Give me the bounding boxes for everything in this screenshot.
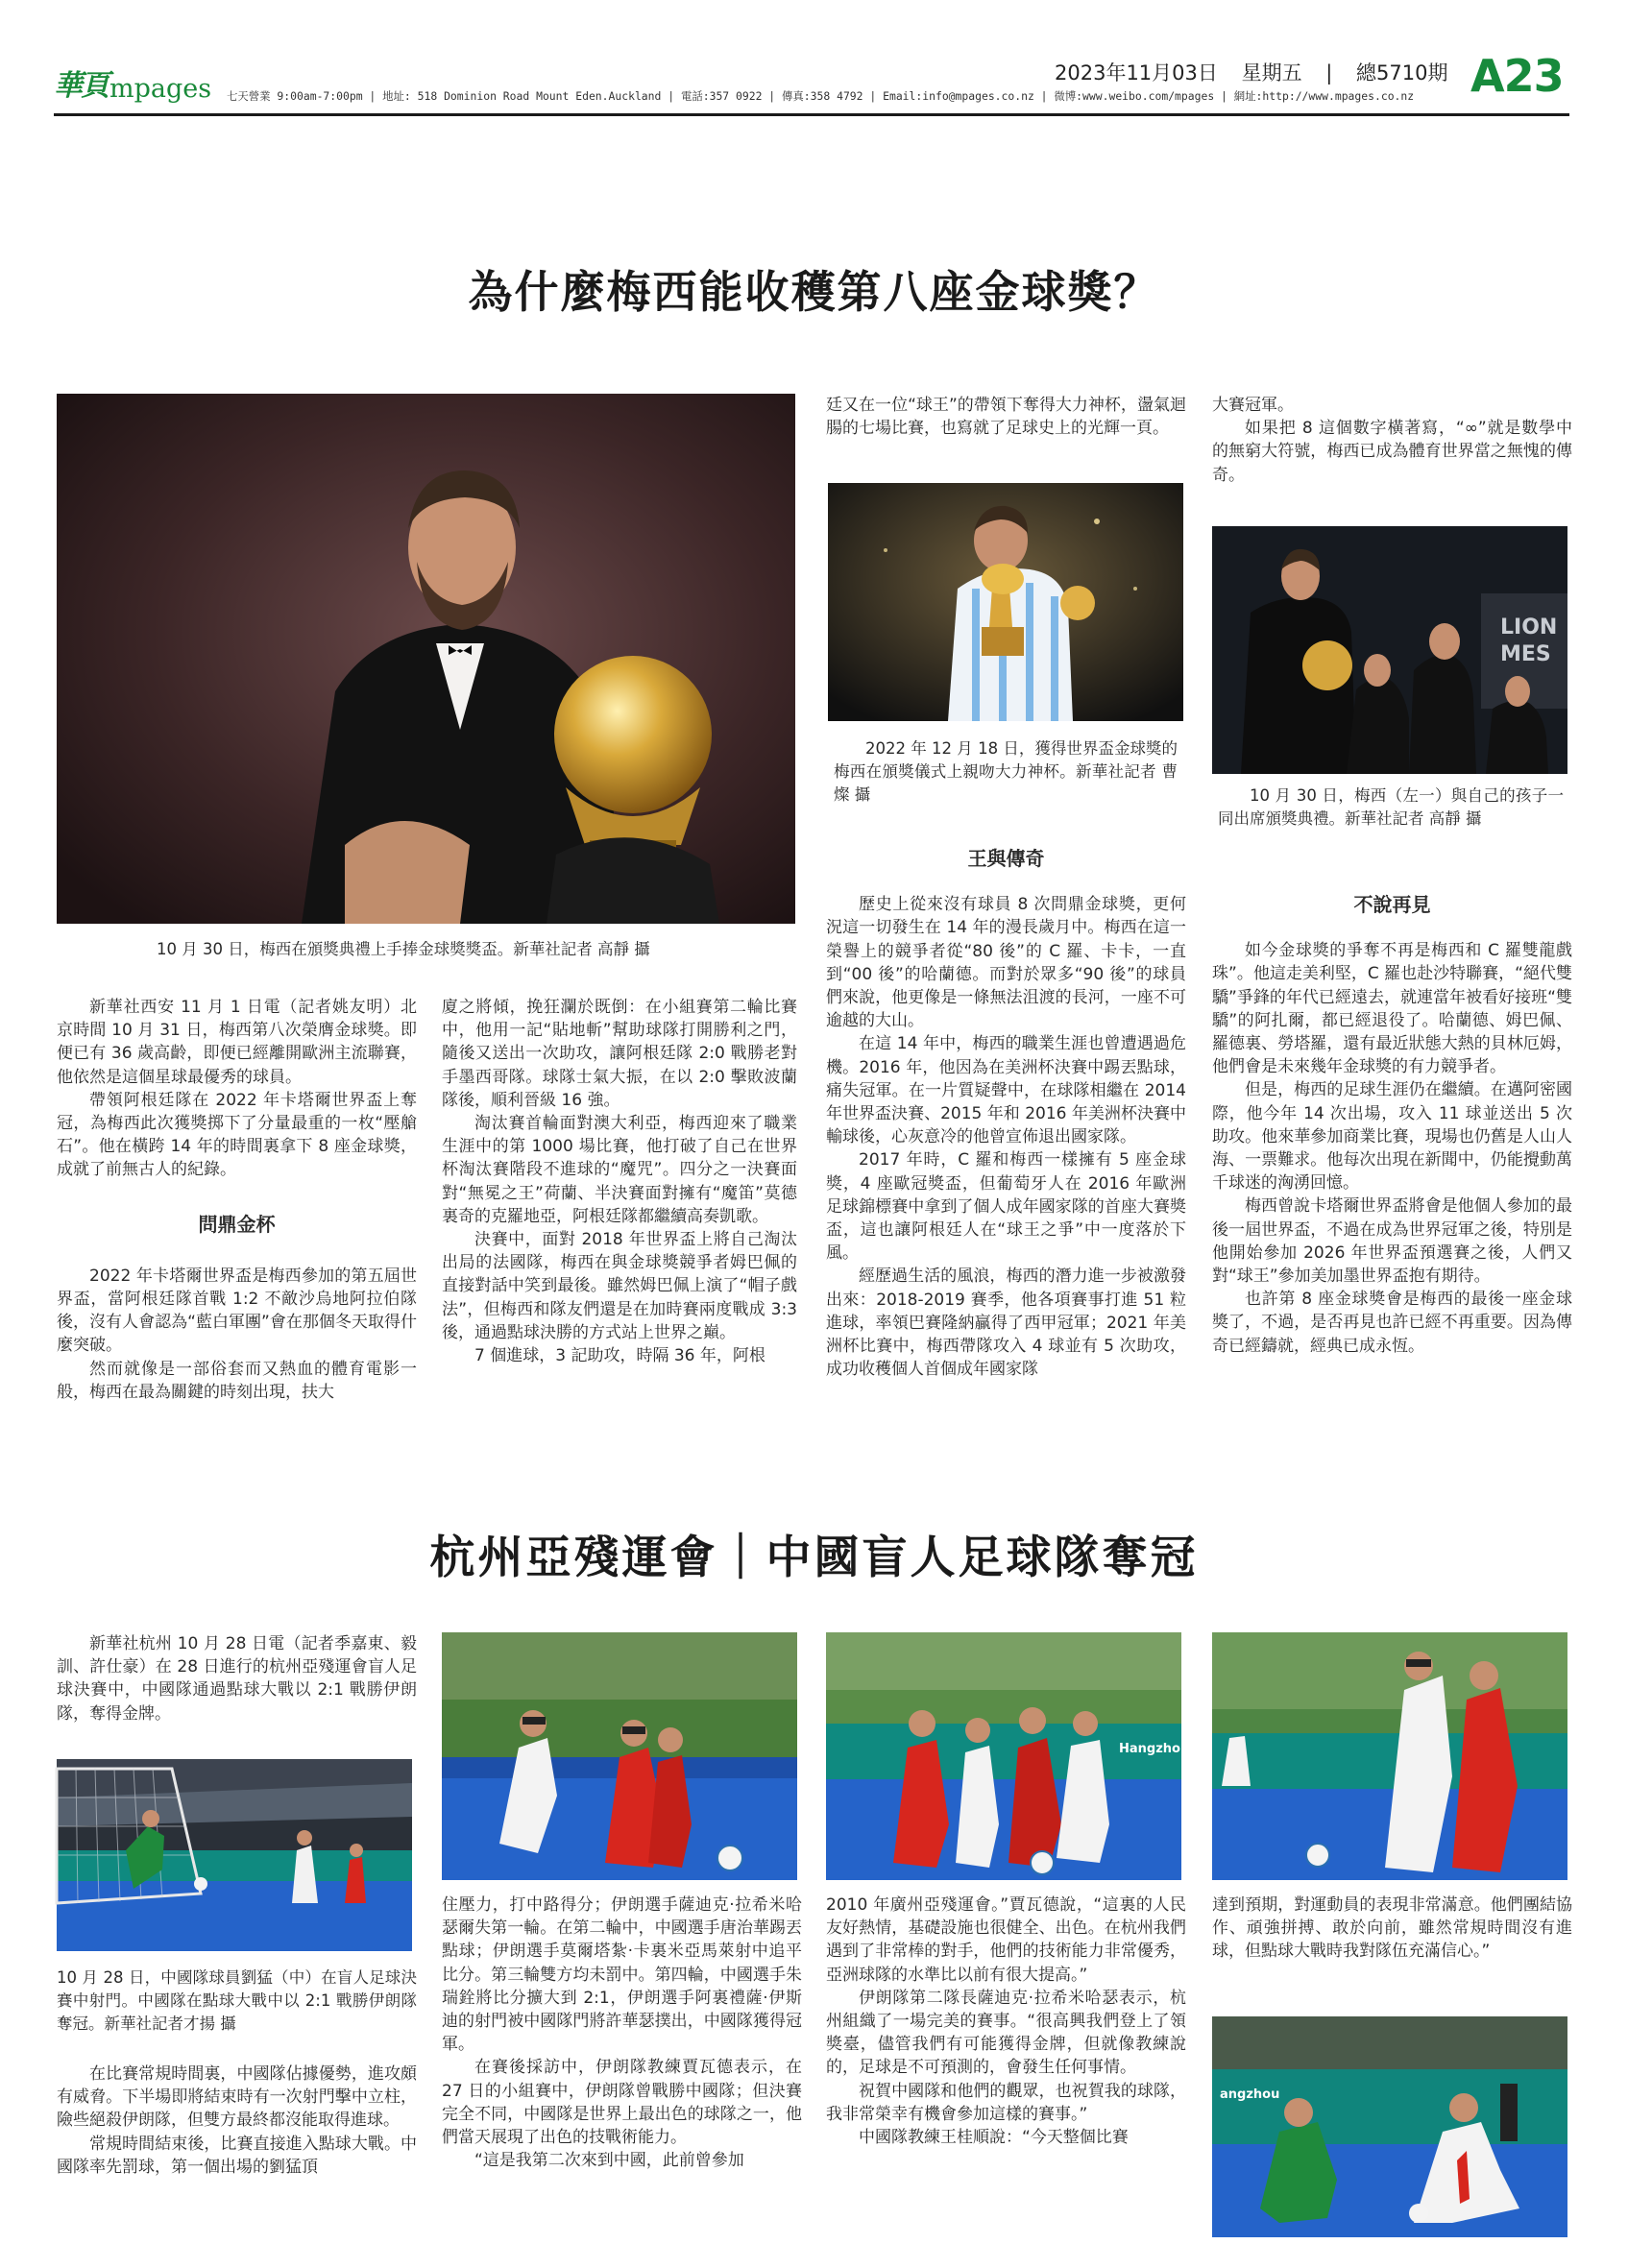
paragraph: 廈之將傾，挽狂瀾於既倒：在小組賽第二輪比賽中，他用一記“貼地斬”幫助球隊打開勝利之門，隨後又送出一次助攻，讓阿根廷隊 2:0 戰勝老對手墨西哥隊。球隊士氣大振，在以 2:0 擊敗波蘭隊後，順利晉級 16 強。	[442, 998, 797, 1110]
subheading-wending-jinbei: 問鼎金杯	[198, 1212, 276, 1236]
svg-text:MES: MES	[1500, 642, 1551, 666]
messi-kissing-trophy-photo	[828, 483, 1183, 721]
article1-column-4	[1212, 394, 1572, 487]
paragraph: 梅西曾說卡塔爾世界盃將會是他個人參加的最後一屆世界盃，不過在成為世界冠軍之後，特別是他開始參加 2026 年世界盃預選賽之後，人們又對“球王”參加美加墨世界盃抱有期待。	[1212, 1196, 1572, 1287]
paragraph: 2010 年廣州亞殘運會。”賈瓦德說，“這裏的人民友好熱情，基礎設施也很健全、出色。在杭州我們遇到了非常棒的對手，他們的技術能力非常優秀，亞洲球隊的水準比以前有很大提高。”	[826, 1895, 1186, 1985]
goalkeeper-celebration-photo	[1212, 2016, 1567, 2237]
paragraph: 新華社杭州 10 月 28 日電（記者季嘉東、毅訓、許仕豪）在 28 日進行的杭州亞殘運會盲人足球決賽中，中國隊通過點球大戰以 2:1 戰勝伊朗隊，奪得金牌。	[57, 1634, 417, 1724]
paragraph: 新華社西安 11 月 1 日電（記者姚友明）北京時間 10 月 31 日，梅西第八次榮膺金球獎。即便已有 36 歲高齡，即便已經離開歐洲主流聯賽，他依然是這個星球最優秀的球員。	[57, 998, 417, 1087]
subheading-wang-yu-chuanqi: 王與傳奇	[967, 847, 1045, 870]
paragraph: 如果把 8 這個數字橫著寫，“∞”就是數學中的無窮大符號，梅西已成為體育世界當之無愧的傳奇。	[1212, 419, 1572, 485]
article2-column-2	[442, 1894, 802, 2172]
paragraph: 在賽後採訪中，伊朗隊教練賈瓦德表示，在 27 日的小組賽中，伊朗隊曾戰勝中國隊；但決賽完全不同，中國隊是世界上最出色的球隊之一，他們當天展現了出色的技戰術能力。	[442, 2058, 802, 2148]
paragraph: 歷史上從來沒有球員 8 次問鼎金球獎，更何況這一切發生在 14 年的漫長歲月中。梅西在這一榮譽上的競爭者從“80 後”的 C 羅、卡卡，一直到“00 後”的哈蘭德。而對於眾多“90 後”的球員們來說，他更像是一條無法沮渡的長河，一座不可逾越的大山。	[826, 895, 1186, 1031]
page-number: A23	[1470, 50, 1564, 102]
svg-text:LION: LION	[1500, 615, 1558, 639]
logo-en: mpages	[109, 74, 212, 104]
paragraph: 但是，梅西的足球生涯仍在繼續。在邁阿密國際，他今年 14 次出場，攻入 11 球並送出 5 次助攻。他來華參加商業比賽，現場也仍舊是人山人海、一票難求。他每次出現在新聞中，仍能攪動萬千球迷的洶湧回憶。	[1212, 1080, 1572, 1194]
goalkeeper-photo-caption: 10 月 28 日，中國隊球員劉猛（中）在盲人足球決賽中射門。中國隊在點球大戰中以 2:1 戰勝伊朗隊奪冠。新華社記者才揚 攝	[57, 1968, 417, 2033]
paragraph: 在比賽常規時間裏，中國隊佔據優勢，進攻頗有威脅。下半場即將結束時有一次射門擊中立柱，險些絕殺伊朗隊，但雙方最終都沒能取得進球。	[57, 2064, 417, 2131]
messi-with-children-photo	[1212, 526, 1567, 774]
goalkeeper-penalty-photo	[57, 1759, 412, 1951]
paragraph: 住壓力，打中路得分；伊朗選手薩迪克·拉希米哈瑟爾失第一輪。在第二輪中，中國選手唐治華踢丟點球；伊朗選手莫爾塔紮·卡裏米亞馬萊射中追平比分。第三輪雙方均未罰中。第四輪，中國選手朱瑞銓將比分擴大到 2:1，伊朗選手阿裏禮薩·伊斯迪的射門被中國隊門將許華瑟撲出，中國隊獲得冠軍。	[442, 1895, 802, 2055]
paragraph: 廷又在一位“球王”的帶領下奪得大力神杯，盪氣迴腸的七場比賽，也寫就了足球史上的光輝一頁。	[826, 396, 1186, 439]
issue-number: 總5710期	[1356, 61, 1448, 84]
article2-column-1-body	[57, 2063, 417, 2179]
separator: |	[1325, 61, 1333, 84]
paragraph: 伊朗隊第二隊長薩迪克·拉希米哈瑟表示，杭州組織了一場完美的賽事。“很高興我們登上了領獎臺，儘管我們有可能獲得金牌，但就像教練說的，足球是不可預測的，會發生任何事情。	[826, 1988, 1186, 2078]
article1-column-3	[826, 394, 1186, 440]
paragraph: 帶領阿根廷隊在 2022 年卡塔爾世界盃上奪冠，為梅西此次獲獎掷下了分量最重的一枚“壓艙石”。他在橫跨 14 年的時間裏拿下 8 座金球獎，成就了前無古人的紀錄。	[57, 1090, 417, 1180]
paragraph: 決賽中，面對 2018 年世界盃上將自己淘汰出局的法國隊，梅西在與金球獎競爭者姆巴佩的直接對話中笑到最後。雖然姆巴佩上演了“帽子戲法”，但梅西和隊友們還是在加時賽兩度戰成 3:3 後，通過點球決勝的方式站上世界之巔。	[442, 1230, 797, 1342]
blind-football-action-photo-2	[826, 1632, 1190, 1880]
paragraph: 淘汰賽首輪面對澳大利亞，梅西迎來了職業生涯中的第 1000 場比賽，他打破了自己在世界杯淘汰賽階段不進球的“魔咒”。四分之一決賽面對“無冕之王”荷蘭、半決賽面對擁有“魔笛”莫德裏奇的克羅地亞，阿根廷隊都繼續高奏凱歌。	[442, 1114, 797, 1226]
svg-text:Hangzhou: Hangzhou	[1119, 1742, 1190, 1756]
paragraph: “這是我第二次來到中國，此前曾參加	[474, 2151, 744, 2171]
article1-title: 為什麼梅西能收穫第八座金球獎？	[468, 266, 1160, 318]
logo-cn: 華頁	[54, 69, 108, 103]
article1-column-3-body	[826, 822, 1186, 1381]
paragraph: 經歷過生活的風浪，梅西的潛力進一步被激發出來：2018-2019 賽季，他各項賽事打進 51 粒進球，率領巴賽隆納贏得了西甲冠軍；2021 年美洲杯比賽中，梅西帶隊攻入 4 球並有 5 次助攻，成功收穫個人首個成年國家隊	[826, 1267, 1186, 1380]
children-photo-caption: 10 月 30 日，梅西（左一）與自己的孩子一同出席頒獎典禮。新華社記者 高靜 攝	[1218, 786, 1564, 828]
date-line	[1055, 58, 1447, 86]
messi-ballon-dor-photo	[57, 394, 795, 924]
paragraph: 常規時間結束後，比賽直接進入點球大戰。中國隊率先罰球，第一個出場的劉猛頂	[57, 2134, 417, 2177]
issue-date: 2023年11月03日	[1055, 61, 1218, 84]
paragraph: 達到預期，對運動員的表現非常滿意。他們團結協作、頑強拼搏、敢於向前，雖然常規時間沒有進球，但點球大戰時我對隊伍充滿信心。”	[1212, 1895, 1572, 1962]
weekday: 星期五	[1241, 61, 1302, 84]
paragraph: 中國隊教練王桂順說：“今天整個比賽	[859, 2128, 1129, 2148]
contact-info: 七天營業 9:00am-7:00pm | 地址: 518 Dominion Road Mount Eden.Auckland | 電話:357 0922 | 傳真:358 4792 | Email:info@mpages.co.nz | 微博:www.weibo.com/mpages | 網址:http://www.mpages.co.nz	[227, 89, 1415, 103]
paragraph: 大賽冠軍。	[1212, 396, 1294, 415]
blind-football-action-photo-1	[442, 1632, 797, 1880]
article1-column-4-body	[1212, 868, 1572, 1358]
article2-column-3	[826, 1894, 1186, 2149]
paragraph: 如今金球獎的爭奪不再是梅西和 C 羅雙龍戲珠”。他這走美利堅，C 羅也赴沙特聯賽，“絕代雙驕”爭鋒的年代已經遠去，就連當年被看好接班“雙驕”的阿扎爾，都已經退役了。哈蘭德、姆巴佩、羅德裏、勞塔羅，還有最近狀態大熱的貝林厄姆，他們會是未來幾年金球獎的有力競爭者。	[1212, 941, 1572, 1077]
paragraph: 2022 年卡塔爾世界盃是梅西參加的第五屆世界盃，當阿根廷隊首戰 1:2 不敵沙烏地阿拉伯隊後，沒有人會認為“藍白軍團”會在那個冬天取得什麼突破。	[57, 1266, 417, 1356]
paragraph: 也許第 8 座金球獎會是梅西的最後一座金球獎了，不過，是否再見也許已經不再重要。因為傳奇已經鑄就，經典已成永恆。	[1212, 1290, 1572, 1356]
masthead	[0, 0, 1628, 120]
subheading-bu-shuo-zaijian: 不說再見	[1353, 893, 1431, 916]
header-rule	[54, 113, 1569, 116]
article2-title: 杭州亞殘運會｜中國盲人足球隊奪冠	[429, 1532, 1199, 1584]
paragraph: 2017 年時，C 羅和梅西一樣擁有 5 座金球獎，4 座歐冠獎盃，但葡萄牙人在 2016 年歐洲足球錦標賽中拿到了個人成年國家隊的首座大賽獎盃，這也讓阿根廷人在“球王之爭”中一度落於下風。	[826, 1150, 1186, 1264]
paragraph: 祝賀中國隊和他們的觀眾，也祝賀我的球隊，我非常榮幸有機會參加這樣的賽事。”	[826, 2081, 1186, 2124]
paragraph: 7 個進球，3 記助攻，時隔 36 年，阿根	[474, 1346, 765, 1366]
svg-text:angzhou: angzhou	[1220, 2087, 1280, 2102]
paragraph: 然而就像是一部俗套而又熱血的體育電影一般，梅西在最為關鍵的時刻出現，扶大	[57, 1359, 417, 1402]
blind-football-action-photo-3	[1212, 1632, 1567, 1880]
logo[interactable]	[54, 65, 211, 104]
paragraph: 在這 14 年中，梅西的職業生涯也曾遭遇過危機。2016 年，他因為在美洲杯決賽中踢丟點球，痛失冠軍。在一片質疑聲中，在球隊相繼在 2014 年世界盃決賽、2015 年和 2016 年美洲杯決賽中輸球後，心灰意冷的他曾宣佈退出國家隊。	[826, 1034, 1186, 1147]
article1-column-1	[57, 996, 417, 1404]
article1-column-2	[442, 996, 797, 1367]
article2-column-4	[1212, 1894, 1572, 1964]
article2-column-1-lead	[57, 1632, 417, 1725]
article1-main-caption: 10 月 30 日，梅西在頒獎典禮上手捧金球獎獎盃。新華社記者 高靜 攝	[157, 940, 650, 958]
trophy-photo-caption: 2022 年 12 月 18 日，獲得世界盃金球獎的梅西在頒獎儀式上親吻大力神杯。新華社記者 曹燦 攝	[834, 739, 1178, 804]
